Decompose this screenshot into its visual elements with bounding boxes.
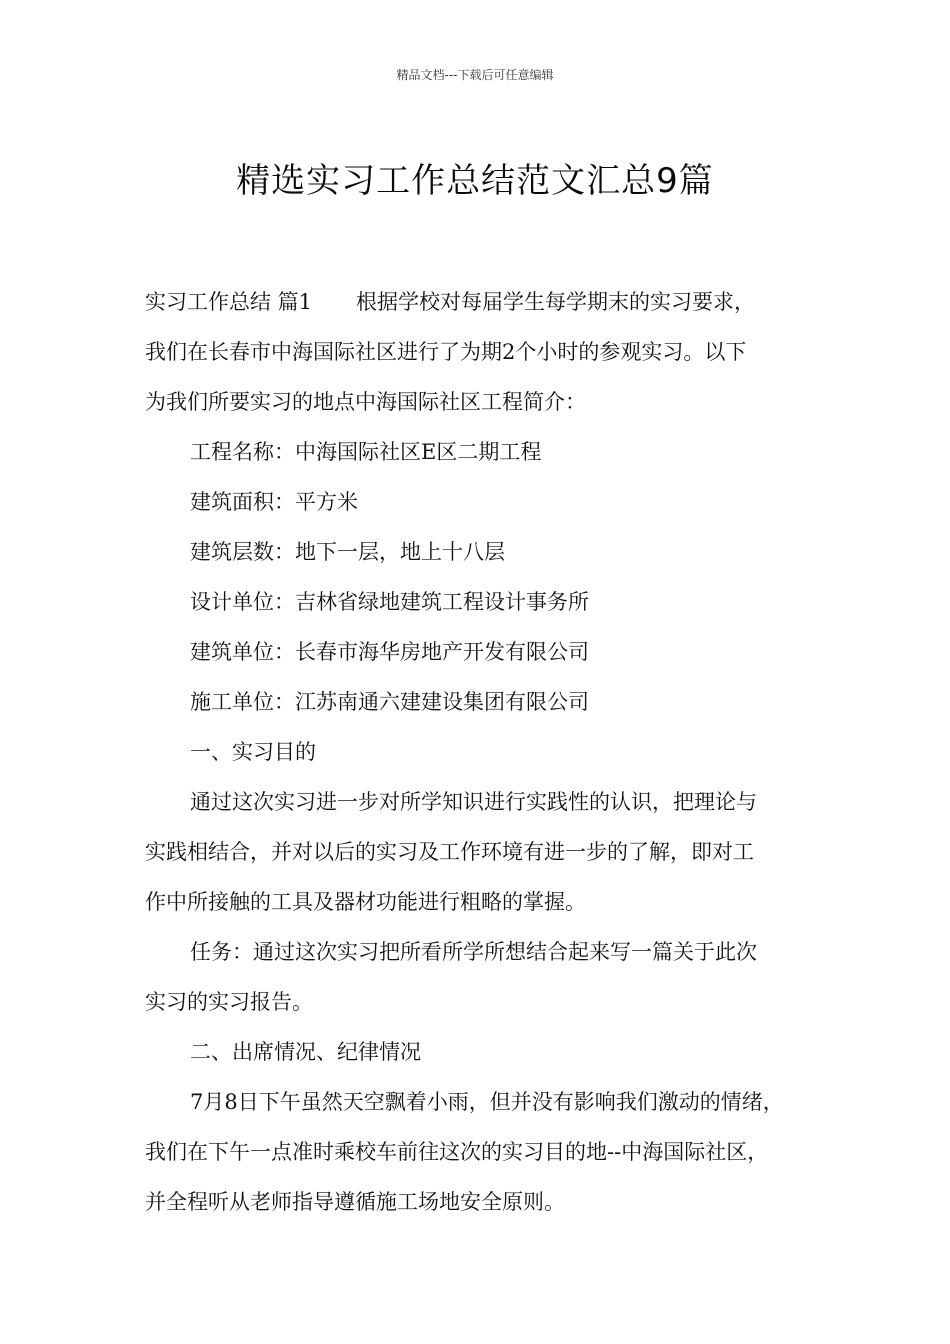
document-title: 精选实习工作总结范文汇总9篇 bbox=[236, 160, 714, 201]
section-heading-attendance: 二、出席情况、纪律情况 bbox=[190, 1040, 421, 1064]
paragraph-line: 为我们所要实习的地点中海国际社区工程简介： bbox=[145, 390, 586, 414]
paragraph-line: 通过这次实习进一步对所学知识进行实践性的认识，把理论与 bbox=[190, 790, 757, 814]
paragraph-line: 并全程听从老师指导遵循施工场地安全原则。 bbox=[145, 1190, 565, 1214]
paragraph-line: 作中所接触的工具及器材功能进行粗略的掌握。 bbox=[145, 890, 586, 914]
paragraph-line bbox=[145, 277, 755, 327]
header-note: 精品文档---下载后可任意编辑 bbox=[396, 68, 554, 82]
section-heading-purpose: 一、实习目的 bbox=[190, 740, 316, 764]
building-area-line: 建筑面积：平方米 bbox=[190, 490, 358, 514]
paragraph-line: 我们在下午一点准时乘校车前往这次的实习目的地--中海国际社区， bbox=[145, 1140, 769, 1164]
paragraph-line: 实习的实习报告。 bbox=[145, 990, 313, 1014]
section-heading: 实习工作总结 篇1 bbox=[145, 290, 313, 314]
construction-owner-line: 建筑单位：长春市海华房地产开发有限公司 bbox=[190, 640, 589, 664]
design-unit-line: 设计单位：吉林省绿地建筑工程设计事务所 bbox=[190, 590, 589, 614]
paragraph-line: 我们在长春市中海国际社区进行了为期2个小时的参观实习。以下 bbox=[145, 340, 747, 364]
line-text: 根据学校对每届学生每学期末的实习要求， bbox=[356, 290, 756, 314]
floors-line: 建筑层数：地下一层，地上十八层 bbox=[190, 540, 505, 564]
project-name-line: 工程名称：中海国际社区E区二期工程 bbox=[190, 440, 542, 464]
paragraph-line: 任务：通过这次实习把所看所学所想结合起来写一篇关于此次 bbox=[190, 940, 757, 964]
paragraph-line: 7月8日下午虽然天空飘着小雨，但并没有影响我们激动的情绪， bbox=[190, 1090, 784, 1114]
paragraph-line: 实践相结合，并对以后的实习及工作环境有进一步的了解，即对工 bbox=[145, 840, 754, 864]
contractor-line: 施工单位：江苏南通六建建设集团有限公司 bbox=[190, 690, 589, 714]
